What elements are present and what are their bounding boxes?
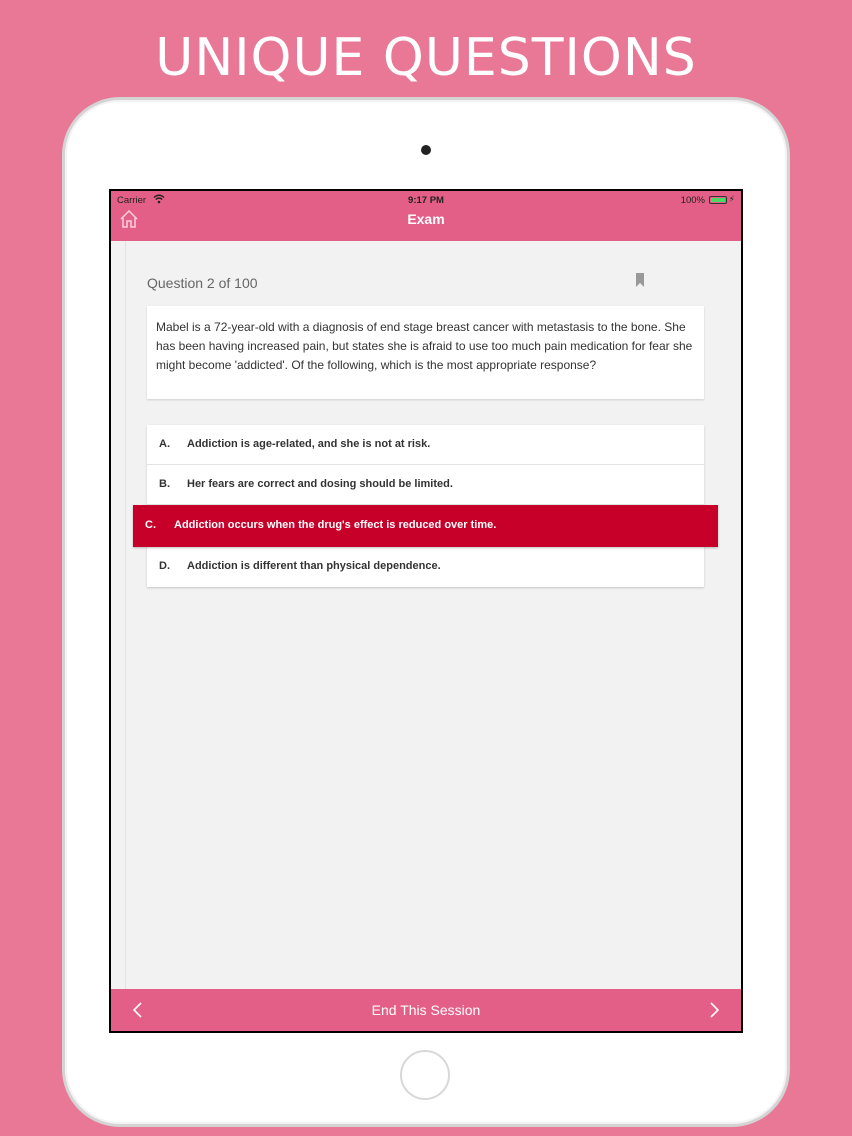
question-counter: Question 2 of 100	[147, 275, 258, 291]
battery-percent: 100%	[680, 195, 705, 206]
device-screen	[109, 189, 743, 1033]
end-session-button[interactable]: End This Session	[371, 1002, 481, 1018]
answer-option-a[interactable]	[147, 425, 704, 465]
bookmark-icon[interactable]	[635, 273, 645, 287]
answer-text: Addiction is age-related, and she is not at risk.	[187, 438, 431, 450]
answer-option-d[interactable]	[147, 547, 704, 587]
battery-icon	[709, 196, 727, 204]
answer-list	[147, 425, 704, 587]
answer-text: Addiction is different than physical dependence.	[187, 560, 441, 572]
footer-bar	[111, 989, 741, 1031]
answer-letter: D.	[159, 560, 170, 572]
answer-letter: B.	[159, 478, 170, 490]
nav-bar	[111, 209, 741, 241]
status-bar	[111, 191, 741, 209]
charging-icon: ⚡	[728, 194, 735, 204]
chevron-right-icon[interactable]	[709, 1001, 721, 1019]
answer-text: Her fears are correct and dosing should be limited.	[187, 478, 453, 490]
answer-letter: C.	[145, 519, 156, 531]
nav-title: Exam	[407, 211, 445, 227]
camera-dot	[421, 145, 431, 155]
answer-text: Addiction occurs when the drug's effect is reduced over time.	[174, 519, 497, 531]
status-time: 9:17 PM	[408, 195, 444, 206]
promo-headline: UNIQUE QUESTIONS	[155, 28, 697, 88]
answer-option-b[interactable]	[147, 465, 704, 505]
answer-option-c[interactable]	[133, 505, 718, 547]
carrier-label: Carrier	[117, 195, 147, 206]
question-text: Mabel is a 72-year-old with a diagnosis of end stage breast cancer with metastasis to the bone. She has been having increased pain, but states she is afraid to use too much pain medication for fear she might become 'addicted'. Of the following, which is the most appropriate response?	[156, 320, 693, 372]
divider	[125, 241, 126, 989]
device-home-button[interactable]	[400, 1050, 450, 1100]
answer-letter: A.	[159, 438, 170, 450]
app-screen	[111, 191, 741, 1031]
question-card	[147, 306, 704, 399]
